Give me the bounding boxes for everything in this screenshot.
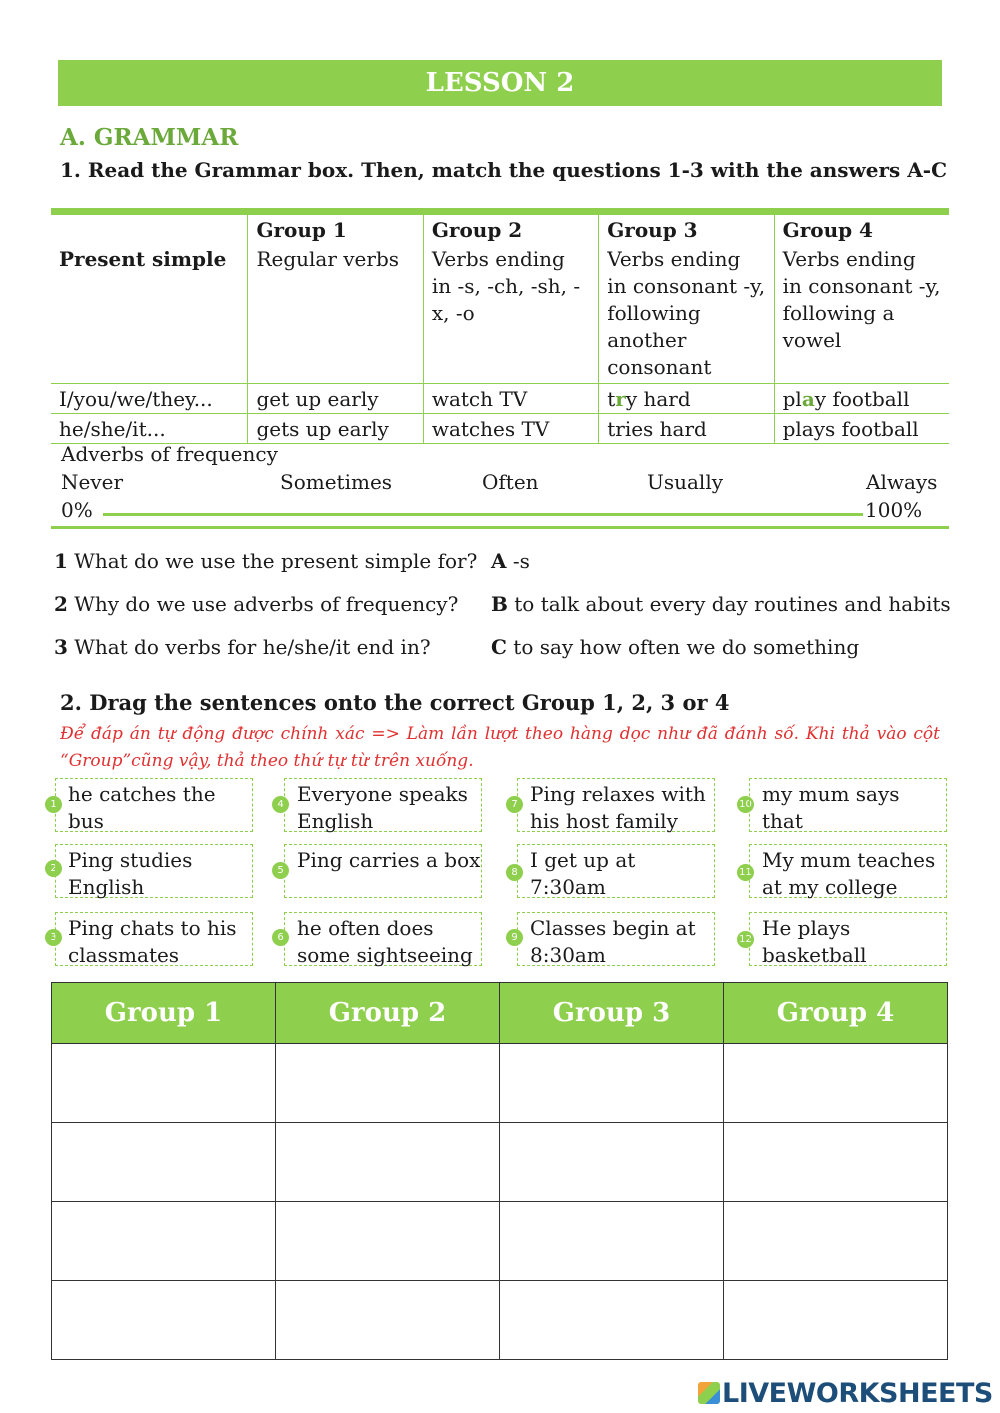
- lesson-banner: LESSON 2: [58, 60, 942, 106]
- drag-card[interactable]: Ping relaxes with his host family: [517, 778, 715, 832]
- grammar-header: Group 3: [599, 212, 774, 245]
- drag-card[interactable]: he catches the bus: [55, 778, 253, 832]
- freq-max: 100%: [865, 498, 923, 522]
- drop-slot[interactable]: [724, 1123, 948, 1202]
- drop-slot[interactable]: [724, 1044, 948, 1123]
- drop-slot[interactable]: [52, 1123, 276, 1202]
- freq-sometimes: Sometimes: [280, 470, 393, 494]
- example-cell: play football: [774, 384, 949, 414]
- card-number-badge: 11: [737, 864, 754, 881]
- card-number-badge: 3: [45, 929, 62, 946]
- drop-slot[interactable]: [500, 1281, 724, 1360]
- freq-usually: Usually: [647, 470, 724, 494]
- drop-slot[interactable]: [724, 1281, 948, 1360]
- drop-slot[interactable]: [724, 1202, 948, 1281]
- example-cell: gets up early: [248, 414, 423, 444]
- answer-a: A -s: [491, 549, 530, 573]
- question-3: 3 What do verbs for he/she/it end in?: [54, 635, 431, 659]
- question-1: 1 What do we use the present simple for?: [54, 549, 478, 573]
- grammar-box: [51, 208, 949, 444]
- answer-c: C to say how often we do something: [491, 635, 860, 659]
- freq-often: Often: [482, 470, 539, 494]
- group-header-row: [52, 983, 948, 1044]
- group-header: Group 3: [500, 983, 724, 1044]
- drag-card[interactable]: I get up at 7:30am: [517, 844, 715, 898]
- card-number-badge: 5: [272, 862, 289, 879]
- drag-card[interactable]: Ping chats to his classmates: [55, 912, 253, 966]
- drop-slot[interactable]: [276, 1044, 500, 1123]
- group-header: Group 2: [276, 983, 500, 1044]
- drag-card[interactable]: he often does some sightseeing: [284, 912, 482, 966]
- group-header: Group 1: [52, 983, 276, 1044]
- example-cell: tries hard: [599, 414, 774, 444]
- row-label: he/she/it...: [51, 414, 248, 444]
- group-drop-table: [51, 982, 948, 1360]
- card-number-badge: 10: [737, 796, 754, 813]
- drop-row: [52, 1123, 948, 1202]
- frequency-label: Adverbs of frequency: [61, 442, 278, 466]
- drag-card[interactable]: Classes begin at 8:30am: [517, 912, 715, 966]
- grammar-rule-row: [51, 244, 949, 384]
- card-number-badge: 7: [506, 796, 523, 813]
- frequency-scale: [51, 442, 949, 529]
- freq-never: Never: [61, 470, 124, 494]
- drop-row: [52, 1044, 948, 1123]
- grammar-header: Group 4: [774, 212, 949, 245]
- example-cell: get up early: [248, 384, 423, 414]
- drag-card[interactable]: Ping carries a box: [284, 844, 482, 898]
- grammar-singular-row: [51, 414, 949, 444]
- card-number-badge: 4: [272, 796, 289, 813]
- card-number-badge: 8: [506, 864, 523, 881]
- instruction-1: 1. Read the Grammar box. Then, match the questions 1-3 with the answers A-C: [60, 158, 947, 182]
- drop-slot[interactable]: [500, 1202, 724, 1281]
- drag-card[interactable]: Everyone speaks English: [284, 778, 482, 832]
- example-cell: watches TV: [423, 414, 598, 444]
- answer-b: B to talk about every day routines and habits: [491, 592, 951, 616]
- row-label: Present simple: [51, 244, 248, 384]
- card-number-badge: 12: [737, 931, 754, 948]
- drop-row: [52, 1281, 948, 1360]
- grammar-plural-row: [51, 384, 949, 414]
- instruction-2: 2. Drag the sentences onto the correct Group 1, 2, 3 or 4: [60, 690, 730, 715]
- example-cell: watch TV: [423, 384, 598, 414]
- drop-slot[interactable]: [276, 1123, 500, 1202]
- drag-card[interactable]: my mum says that: [749, 778, 947, 832]
- rule-cell: Verbs ending in -s, -ch, -sh, -x, -o: [423, 244, 598, 384]
- rule-cell: Verbs ending in consonant -y, following another consonant: [599, 244, 774, 384]
- example-cell: try hard: [599, 384, 774, 414]
- grammar-header: Group 2: [423, 212, 598, 245]
- freq-min: 0%: [61, 498, 93, 522]
- drop-row: [52, 1202, 948, 1281]
- drop-slot[interactable]: [500, 1044, 724, 1123]
- freq-always: Always: [866, 470, 938, 494]
- logo-mark-icon: [698, 1382, 720, 1404]
- section-title: A. GRAMMAR: [60, 124, 239, 151]
- instruction-note: Để đáp án tự động được chính xác => Làm lần lượt theo hàng dọc như đã đánh số. Khi thả vào cột “Group”cũng vậy, thả theo thứ tự từ trên xuống.: [60, 724, 940, 771]
- rule-cell: Verbs ending in consonant -y, following a vowel: [774, 244, 949, 384]
- drag-card[interactable]: Ping studies English: [55, 844, 253, 898]
- rule-cell: Regular verbs: [248, 244, 423, 384]
- example-cell: plays football: [774, 414, 949, 444]
- group-header: Group 4: [724, 983, 948, 1044]
- row-label: I/you/we/they...: [51, 384, 248, 414]
- drag-card[interactable]: He plays basketball: [749, 912, 947, 966]
- drop-slot[interactable]: [52, 1202, 276, 1281]
- drop-slot[interactable]: [500, 1123, 724, 1202]
- card-number-badge: 9: [506, 929, 523, 946]
- grammar-header-row: [51, 212, 949, 245]
- question-2: 2 Why do we use adverbs of frequency?: [54, 592, 459, 616]
- card-number-badge: 2: [45, 860, 62, 877]
- drop-slot[interactable]: [52, 1044, 276, 1123]
- grammar-header: Group 1: [248, 212, 423, 245]
- drag-card[interactable]: My mum teaches at my college: [749, 844, 947, 898]
- frequency-line: [103, 513, 863, 516]
- drop-slot[interactable]: [276, 1202, 500, 1281]
- liveworksheets-logo: LIVEWORKSHEETS: [698, 1378, 993, 1409]
- drop-slot[interactable]: [276, 1281, 500, 1360]
- card-number-badge: 6: [272, 929, 289, 946]
- drop-slot[interactable]: [52, 1281, 276, 1360]
- card-number-badge: 1: [45, 796, 62, 813]
